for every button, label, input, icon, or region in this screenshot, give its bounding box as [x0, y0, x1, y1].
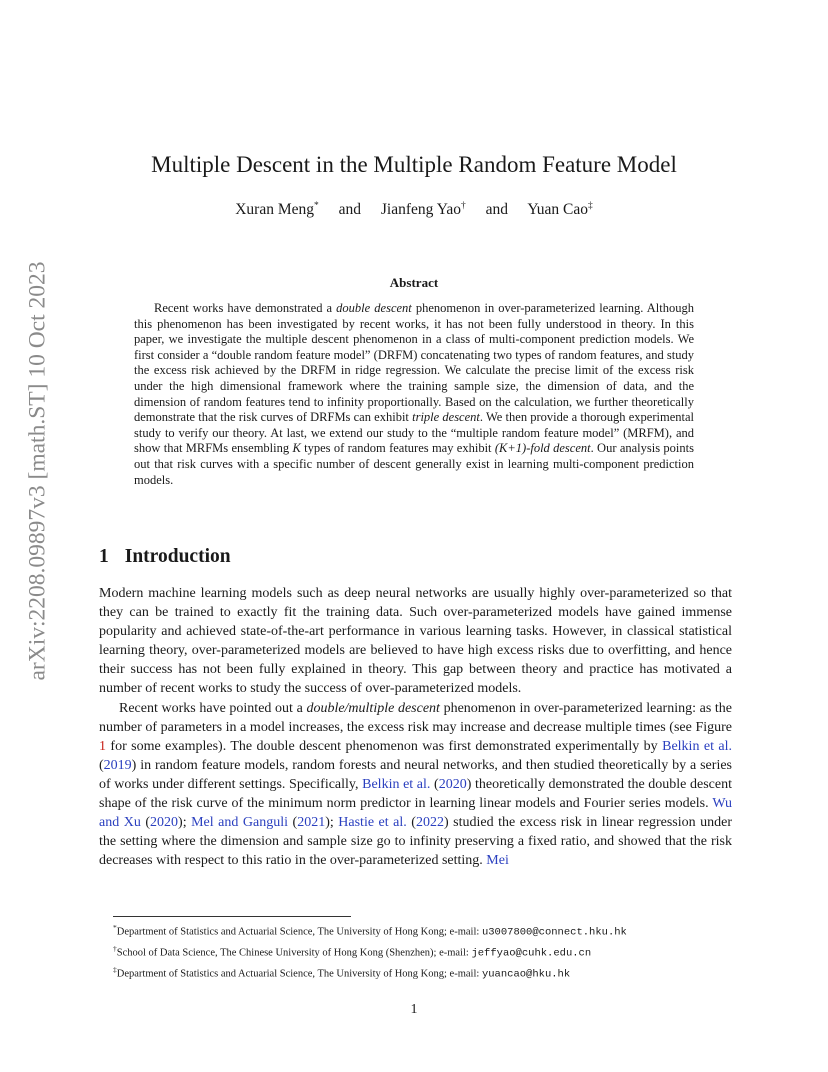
footnote-text: School of Data Science, The Chinese University of Hong Kong (Shenzhen); e-mail: — [116, 947, 472, 959]
text-run: for some examples). The double descent phenomenon was first demonstrated experimentally by — [106, 738, 663, 754]
text-run: Recent works have demonstrated a — [154, 301, 337, 315]
section-title: Introduction — [124, 546, 231, 567]
text-run: ( — [288, 815, 298, 831]
text-run: ) in random feature models, random forests and neural networks, and then studied theoretically by a series of works under different settings. Specifically, — [99, 757, 732, 792]
figure-reference-link[interactable]: 1 — [99, 738, 106, 754]
text-run: Recent works have pointed out a — [119, 700, 307, 716]
footnote-email: jeffyao@cuhk.edu.cn — [471, 947, 592, 960]
emphasis-text: double descent — [336, 301, 412, 315]
citation-link[interactable]: Mel and Ganguli — [191, 815, 289, 831]
text-run: ( — [406, 815, 416, 831]
arxiv-identifier-text: arXiv:2208.09897v3 [math.ST] 10 Oct 2023 — [24, 260, 51, 681]
text-run: ( — [140, 815, 151, 831]
author-name: Jianfeng Yao† — [380, 201, 466, 219]
text-run: . Our analysis points out that risk curves with a specific number of descent generally exist in learning multi-component prediction models. — [134, 441, 694, 487]
emphasis-text: K — [292, 441, 301, 456]
citation-link[interactable]: Wu and Xu — [99, 796, 732, 831]
citation-link[interactable]: 2021 — [297, 815, 326, 831]
citation-link[interactable]: Hastie et al. — [338, 815, 407, 831]
author-name: Yuan Cao‡ — [527, 201, 593, 219]
body-text — [99, 584, 732, 870]
citation-link[interactable]: 2020 — [438, 776, 467, 792]
footnotes — [113, 920, 743, 983]
footnote-text: Department of Statistics and Actuarial Science, The University of Hong Kong; e-mail: — [116, 926, 482, 938]
text-run: phenomenon in over-parameterized learning. Although this phenomenon has been investigated by recent works, it has not been fully understood in theory. In this paper, we investigate the multiple descent phenomenon in a class of multi-component prediction models. We first consider a “double random feature model” (DRFM) concatenating two types of random features, and study the excess risk achieved by the DRFM in ridge regression. We calculate the precise limit of the excess risk under the high dimensional framework where the training sample size, the dimension of data, and the dimension of random features tend to infinity proportionally. Based on the calculation, we further theoretically demonstrate that the risk curves of DRFMs can exhibit — [134, 301, 694, 425]
text-run: ( — [430, 776, 439, 792]
text-run: ); — [178, 815, 192, 831]
citation-link[interactable]: Belkin et al. — [362, 776, 431, 792]
footnote-mark: † — [113, 944, 117, 953]
author-separator: and — [338, 201, 362, 219]
citation-link[interactable]: 2020 — [150, 815, 179, 831]
author-list — [0, 201, 828, 219]
footnote — [113, 920, 743, 941]
abstract-heading: Abstract — [389, 275, 439, 290]
footnote-email: yuancao@hku.hk — [481, 968, 571, 981]
emphasis-text: triple descent — [412, 410, 480, 425]
emphasis-text: double/multiple descent — [306, 700, 440, 716]
text-run: ) theoretically demonstrated the double descent shape of the risk curve of the minimum norm predictor in learning linear models and Fourier series models. — [99, 776, 732, 812]
paragraph — [99, 699, 732, 871]
paper-title: Multiple Descent in the Multiple Random Feature Model — [151, 152, 677, 177]
section-number: 1 — [99, 546, 109, 567]
paragraph — [99, 584, 732, 699]
section-heading — [99, 546, 231, 568]
text-run: . We then provide a thorough experimental study to verify our theory. At last, we extend our study to the “multiple random feature model” (MRFM), and show that MRFMs ensembling — [134, 410, 695, 456]
footnote — [113, 941, 743, 962]
footnote-mark: ‡ — [113, 965, 117, 974]
footnote-email: u3007800@connect.hku.hk — [481, 926, 627, 939]
citation-link[interactable]: 2019 — [103, 757, 132, 773]
emphasis-text: (K+1)-fold descent — [494, 441, 591, 456]
citation-link[interactable]: 2022 — [415, 815, 444, 831]
footnote-text: Department of Statistics and Actuarial Science, The University of Hong Kong; e-mail: — [116, 968, 482, 980]
citation-link[interactable]: Belkin et al. — [662, 738, 733, 754]
footnote-divider — [113, 916, 351, 917]
citation-link[interactable]: Mei — [486, 853, 509, 869]
footnote — [113, 962, 743, 983]
text-run: ) studied the excess risk in linear regression under the setting where the dimension and sample size go to infinity preserving a fixed ratio, and showed that the risk decreases with respect to this ratio in the over-parameterized setting. — [99, 815, 733, 869]
text-run: ( — [99, 757, 104, 773]
page-number: 1 — [410, 1002, 418, 1017]
text-run: ); — [325, 815, 339, 831]
footnote-mark: * — [113, 923, 117, 932]
abstract-body — [134, 301, 694, 488]
arxiv-identifier-stamp — [20, 260, 56, 681]
author-separator: and — [485, 201, 508, 219]
text-run: types of random features may exhibit — [300, 441, 495, 456]
author-name: Xuran Meng* — [235, 201, 319, 219]
text-run: phenomenon in over-parameterized learning: as the number of parameters in a model increases, the excess risk may increase and decrease multiple times (see Figure — [99, 700, 733, 735]
text-run: Modern machine learning models such as deep neural networks are usually highly over-parameterized so that they can be trained to exactly fit the training data. Such over-parameterized models have gained immense popularity and achieved state-of-the-art performance in various learning tasks. However, in classical statistical learning theory, over-parameterized models are believed to have high excess risks due to overfitting, and hence their success has not been fully explained in theory. This gap between theory and practice has motivated a number of recent works to study the success of over-parameterized models. — [99, 586, 732, 697]
